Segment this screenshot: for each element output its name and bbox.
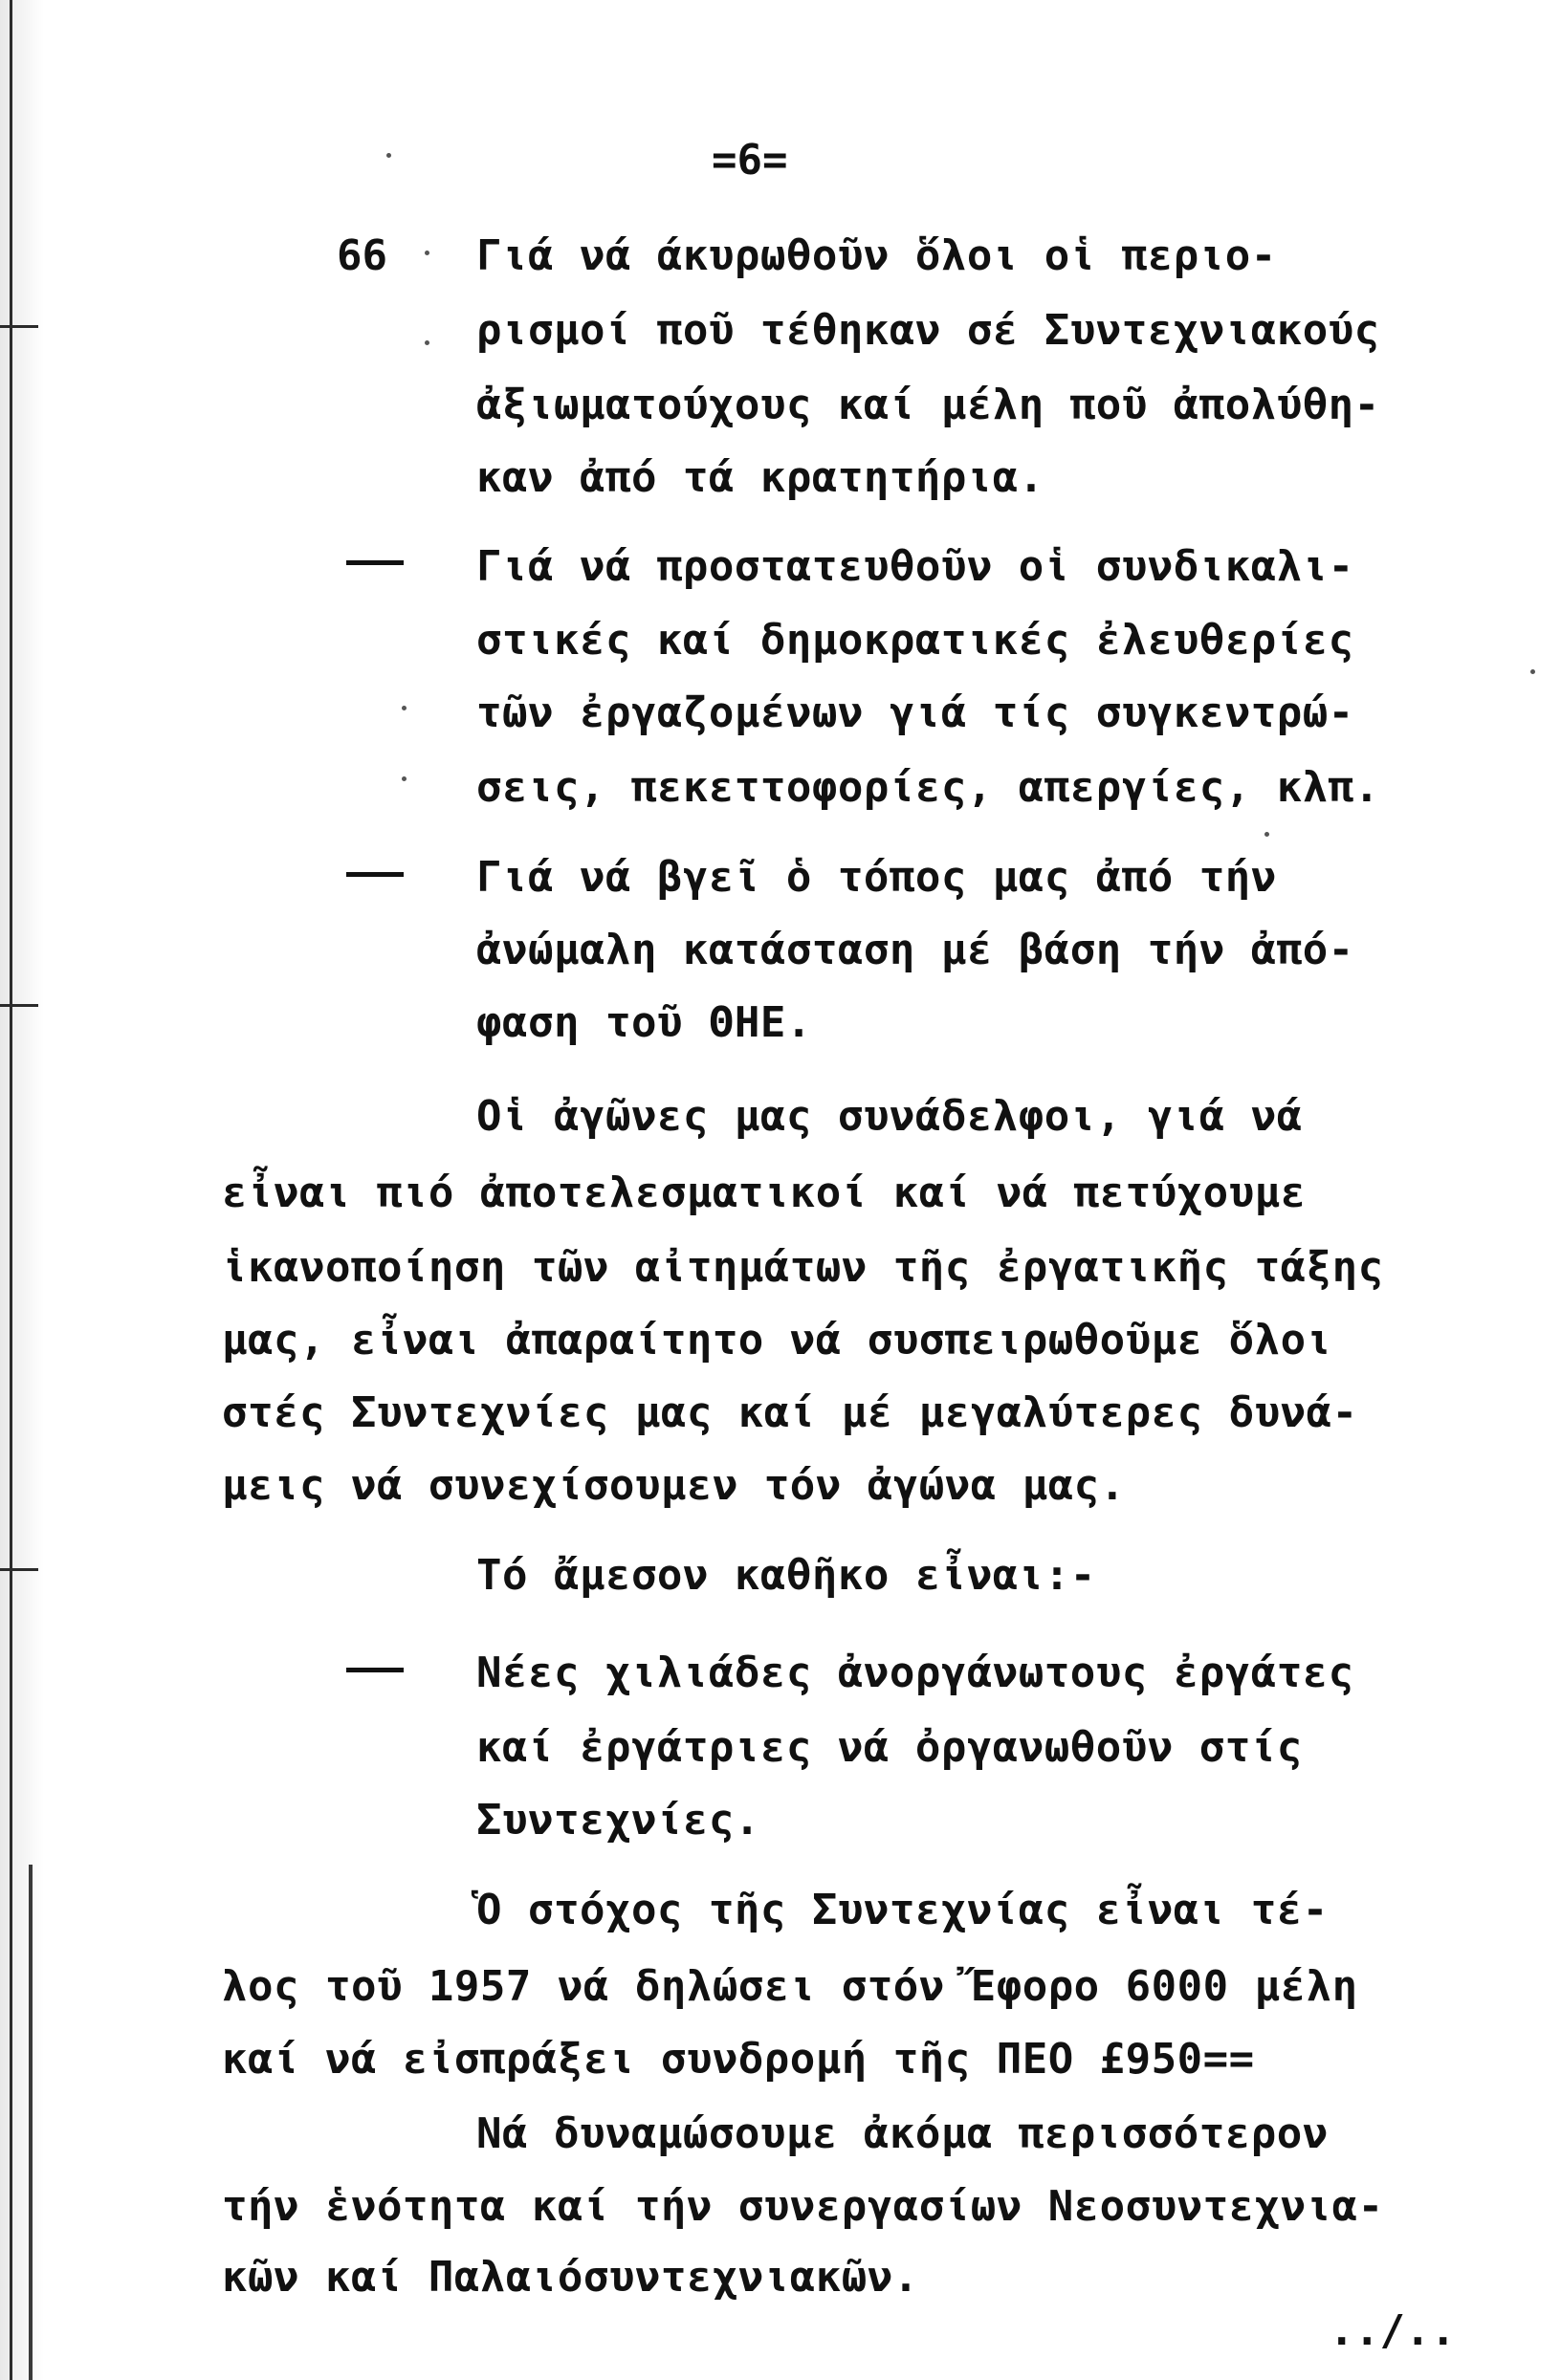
text-line: Γιά νά άκυρωθοῦν ὅλοι οἱ περιο-: [476, 231, 1277, 280]
text-line: τήν ἑνότητα καί τήν συνεργασίων Νεοσυντεχνια-: [222, 2182, 1384, 2231]
scan-speck: [402, 776, 407, 781]
text-line: τῶν ἐργαζομένων γιά τίς συγκεντρώ-: [476, 688, 1354, 737]
list-marker: 66: [337, 231, 387, 280]
scan-edge-tick: [0, 325, 38, 328]
scan-edge-line: [10, 0, 12, 2380]
page-number: =6=: [712, 136, 788, 185]
text-line: μας, εἶναι ἀπαραίτητο νά συσπειρωθοῦμε ὅλοι: [222, 1316, 1332, 1365]
text-line: Γιά νά βγεῖ ὁ τόπος μας ἀπό τήν: [476, 853, 1277, 902]
scan-speck: [1530, 669, 1535, 674]
text-line: εἶναι πιό ἀποτελεσματικοί καί νά πετύχουμε: [222, 1168, 1307, 1217]
text-line: φαση τοῦ ΘΗΕ.: [476, 998, 812, 1047]
scan-speck: [425, 340, 429, 345]
paragraph-first-line: Ὁ στόχος τῆς Συντεχνίας εἶναι τέ-: [476, 1886, 1329, 1934]
text-line: καί νά εἰσπράξει συνδρομή τῆς ΠΕΟ £950==: [222, 2035, 1255, 2084]
text-line: Γιά νά προστατευθοῦν οἱ συνδικαλι-: [476, 542, 1354, 591]
text-line: ἀξιωματούχους καί μέλη ποῦ ἀπολύθη-: [476, 381, 1380, 429]
text-line: μεις νά συνεχίσουμεν τόν ἀγώνα μας.: [222, 1461, 1126, 1510]
scan-edge-tick: [0, 1568, 38, 1571]
continuation-mark: ../..: [1329, 2306, 1456, 2355]
scan-edge-shadow: [0, 0, 44, 2380]
text-line: κῶν καί Παλαιόσυντεχνιακῶν.: [222, 2253, 919, 2302]
text-line: καν ἀπό τά κρατητήρια.: [476, 453, 1044, 502]
scan-edge-tick: [0, 1004, 38, 1007]
text-line: ἱκανοποίηση τῶν αἰτημάτων τῆς ἐργατικῆς τάξης: [222, 1243, 1384, 1292]
text-line: σεις, πεκεττοφορίες, απεργίες, κλπ.: [476, 763, 1380, 812]
text-line: στές Συντεχνίες μας καί μέ μεγαλύτερες δυνά-: [222, 1388, 1358, 1437]
scan-speck: [425, 251, 429, 255]
text-line: ρισμοί ποῦ τέθηκαν σέ Συντεχνιακούς: [476, 306, 1380, 355]
scan-speck: [1264, 832, 1269, 837]
text-line: καί ἐργάτριες νά ὀργανωθοῦν στίς: [476, 1723, 1303, 1772]
list-dash: [346, 1668, 404, 1672]
paragraph-first-line: Νά δυναμώσουμε ἀκόμα περισσότερον: [476, 2109, 1329, 2158]
text-line: Συντεχνίες.: [476, 1796, 760, 1845]
scan-speck: [386, 153, 391, 158]
text-line: λος τοῦ 1957 νά δηλώσει στόν Ἔφορο 6000 μέλη: [222, 1962, 1358, 2011]
scan-speck: [402, 706, 407, 710]
scan-edge-line-lower: [29, 1865, 33, 2380]
paragraph-first-line: Τό ἄμεσον καθῆκο εἶναι:-: [476, 1551, 1096, 1600]
text-line: ἀνώμαλη κατάσταση μέ βάση τήν ἀπό-: [476, 926, 1354, 974]
text-line: στικές καί δημοκρατικές ἐλευθερίες: [476, 616, 1354, 665]
paragraph-first-line: Οἱ ἀγῶνες μας συνάδελφοι, γιά νά: [476, 1092, 1303, 1141]
list-dash: [346, 560, 404, 565]
list-dash: [346, 872, 404, 877]
text-line: Νέες χιλιάδες ἀνοργάνωτους ἐργάτες: [476, 1649, 1354, 1697]
